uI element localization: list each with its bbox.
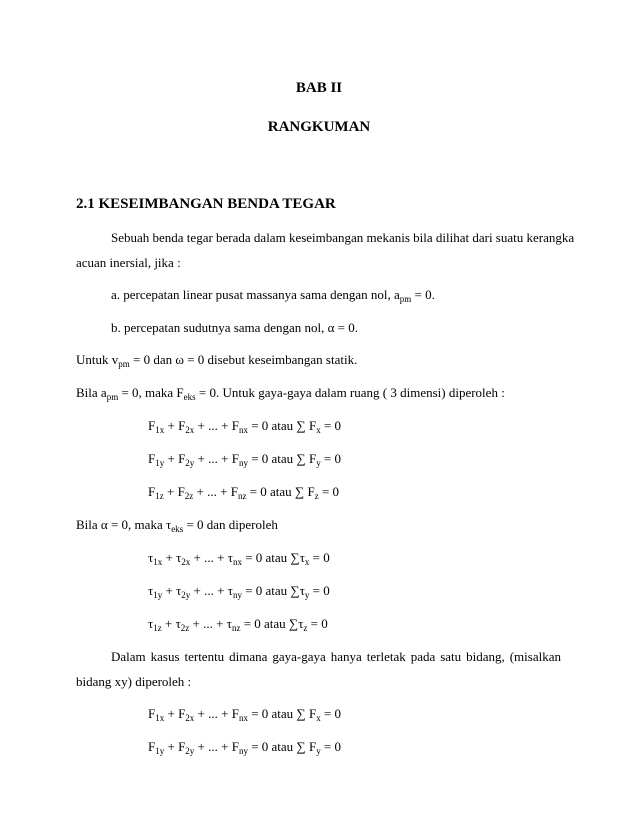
equation-fx: $F_{1x} + F_{2x}$ + ... + $F_{nx} = 0$ atau ∑ $F_x = 0$	[148, 418, 342, 435]
equation-fy: $F_{1y} + F_{2y}$ + ... + $F_{ny} = 0$ atau ∑ $F_y = 0$	[148, 451, 342, 468]
equation-fy-plane: $F_{1y} + F_{2y}$ + ... + $F_{ny} = 0$ atau ∑ $F_y = 0$	[148, 739, 342, 756]
condition-b: b. percepatan sudutnya sama dengan nol, α = 0.	[111, 320, 358, 335]
chapter-label: BAB II	[295, 80, 343, 96]
equation-tz: $\tau_{1z} + \tau_{2z}$ + ... + $\tau_{nz} = 0$ atau $\sum\tau_z = 0$	[148, 616, 328, 633]
static-definition: Untuk $v_{pm} = 0$ dan ω = 0 disebut keseimbangan statik.	[76, 352, 358, 369]
condition-a: a. percepatan linear pusat massanya sama dengan nol, $a_{pm} = 0$.	[111, 287, 435, 304]
paragraph-2-line-2: bidang xy) diperoleh :	[76, 674, 192, 689]
paragraph-2-line-1: Dalam kasus tertentu dimana gaya-gaya hanya terletak pada satu bidang, (misalkan	[111, 649, 561, 664]
equation-tx: $\tau_{1x} + \tau_{2x}$ + ... + $\tau_{nx} = 0$ atau $\sum\tau_x = 0$	[148, 550, 330, 567]
page-title: RANGKUMAN	[267, 119, 371, 135]
equation-fz: $F_{1z} + F_{2z}$ + ... + $F_{nz} = 0$ atau ∑ $F_z = 0$	[148, 484, 340, 501]
paragraph-1-line-1: Sebuah benda tegar berada dalam keseimbangan mekanis bila dilihat dari suatu kerangka	[111, 230, 575, 245]
paragraph-1-line-2: acuan inersial, jika :	[76, 255, 181, 270]
force-condition: Bila $a_{pm} = 0$, maka $F_{eks} = 0$. Untuk gaya-gaya dalam ruang ( 3 dimensi) diperoleh :	[76, 385, 505, 402]
section-heading: 2.1 KESEIMBANGAN BENDA TEGAR	[76, 196, 336, 212]
equation-fx-plane: $F_{1x} + F_{2x}$ + ... + $F_{nx} = 0$ atau ∑ $F_x = 0$	[148, 706, 342, 723]
torque-condition: Bila α = 0, maka $\tau_{eks} = 0$ dan diperoleh	[76, 517, 278, 534]
equation-ty: $\tau_{1y} + \tau_{2y}$ + ... + $\tau_{ny} = 0$ atau $\sum\tau_y = 0$	[148, 583, 330, 600]
